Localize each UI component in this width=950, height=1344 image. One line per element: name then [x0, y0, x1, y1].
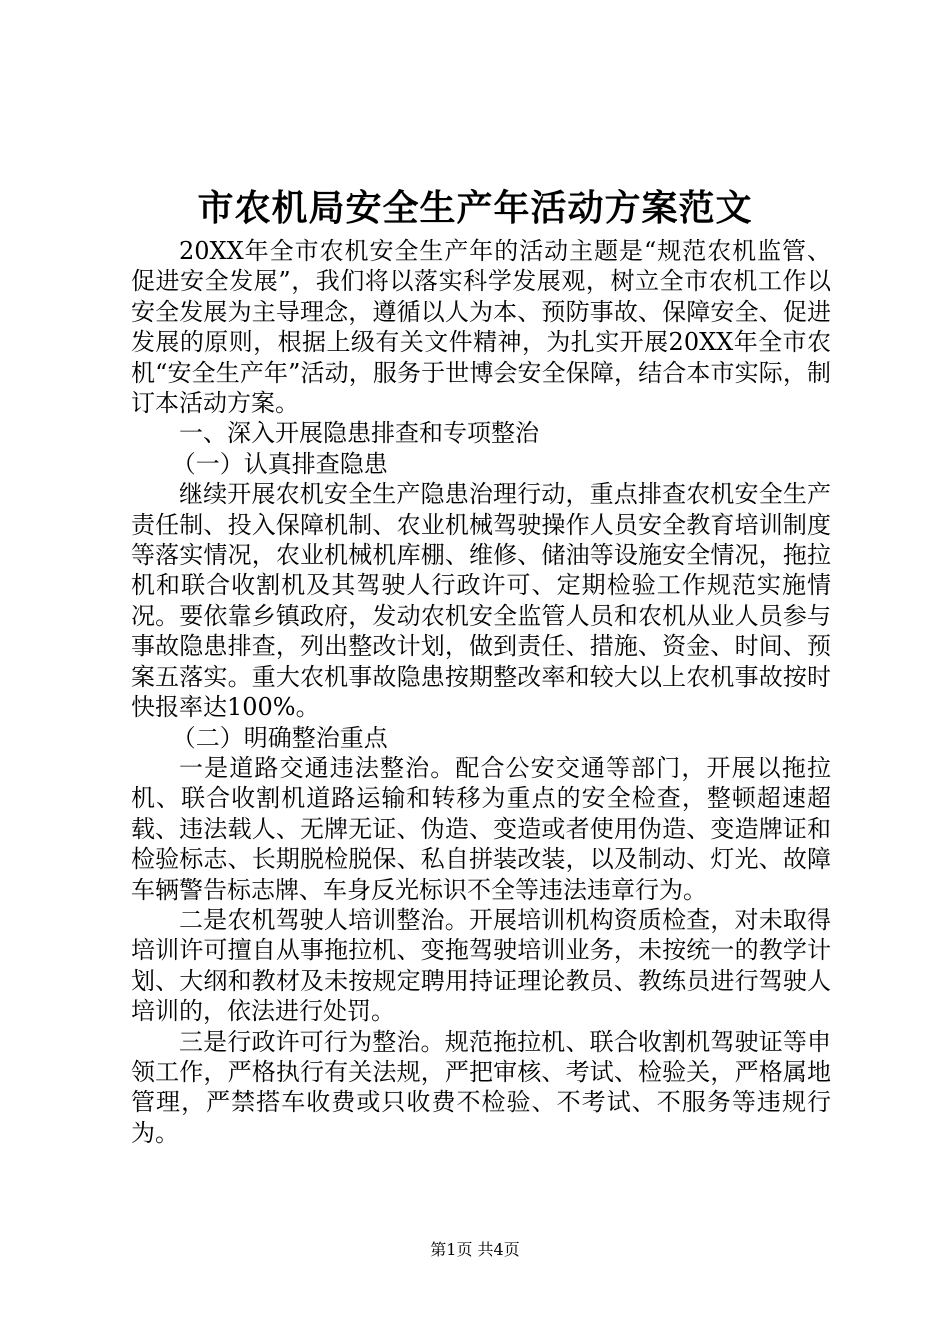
- paragraph-intro: 20XX年全市农机安全生产年的活动主题是“规范农机监管、促进安全发展”，我们将以落实科学发展观，树立全市农机工作以安全发展为主导理念，遵循以人为本、预防事故、保障安全、促进发展的原则，根据上级有关文件精神，为扎实开展20XX年全市农机“安全生产年”活动，服务于世博会安全保障，结合本市实际，制订本活动方案。: [131, 237, 831, 418]
- paragraph-licensing-rectification: 三是行政许可行为整治。规范拖拉机、联合收割机驾驶证等申领工作，严格执行有关法规，严把审核、考试、检验关，严格属地管理，严禁搭车收费或只收费不检验、不考试、不服务等违规行为。: [131, 1027, 831, 1147]
- document-body: [131, 236, 831, 1148]
- subsection-heading: （二）明确整治重点: [171, 723, 388, 752]
- subsection-heading: （一）认真排查隐患: [171, 449, 388, 478]
- paragraph-training-rectification: 二是农机驾驶人培训整治。开展培训机构资质检查，对未取得培训许可擅自从事拖拉机、变拖驾驶培训业务，未按统一的教学计划、大纲和教材及未按规定聘用持证理论教员、教练员进行驾驶人培训的，依法进行处罚。: [131, 905, 831, 1026]
- paragraph-traffic-rectification: 一是道路交通违法整治。配合公安交通等部门，开展以拖拉机、联合收割机道路运输和转移为重点的安全检查，整顿超速超载、违法载人、无牌无证、伪造、变造或者使用伪造、变造牌证和检验标志、长期脱检脱保、私自拼装改装，以及制动、灯光、故障车辆警告标志牌、车身反光标识不全等违法违章行为。: [131, 753, 831, 904]
- page-footer: 第1页 共4页: [430, 1240, 520, 1259]
- document-title: 市农机局安全生产年活动方案范文: [197, 187, 753, 229]
- section-heading: 一、深入开展隐患排查和专项整治: [179, 419, 539, 448]
- paragraph-hazard-inspection: 继续开展农机安全生产隐患治理行动，重点排查农机安全生产责任制、投入保障机制、农业机械驾驶操作人员安全教育培训制度等落实情况，农业机械机库棚、维修、储油等设施安全情况，拖拉机和联合收割机及其驾驶人行政许可、定期检验工作规范实施情况。要依靠乡镇政府，发动农机安全监管人员和农机从业人员参与事故隐患排查，列出整改计划，做到责任、措施、资金、时间、预案五落实。重大农机事故隐患按期整改率和较大以上农机事故按时快报率达100%。: [131, 480, 831, 722]
